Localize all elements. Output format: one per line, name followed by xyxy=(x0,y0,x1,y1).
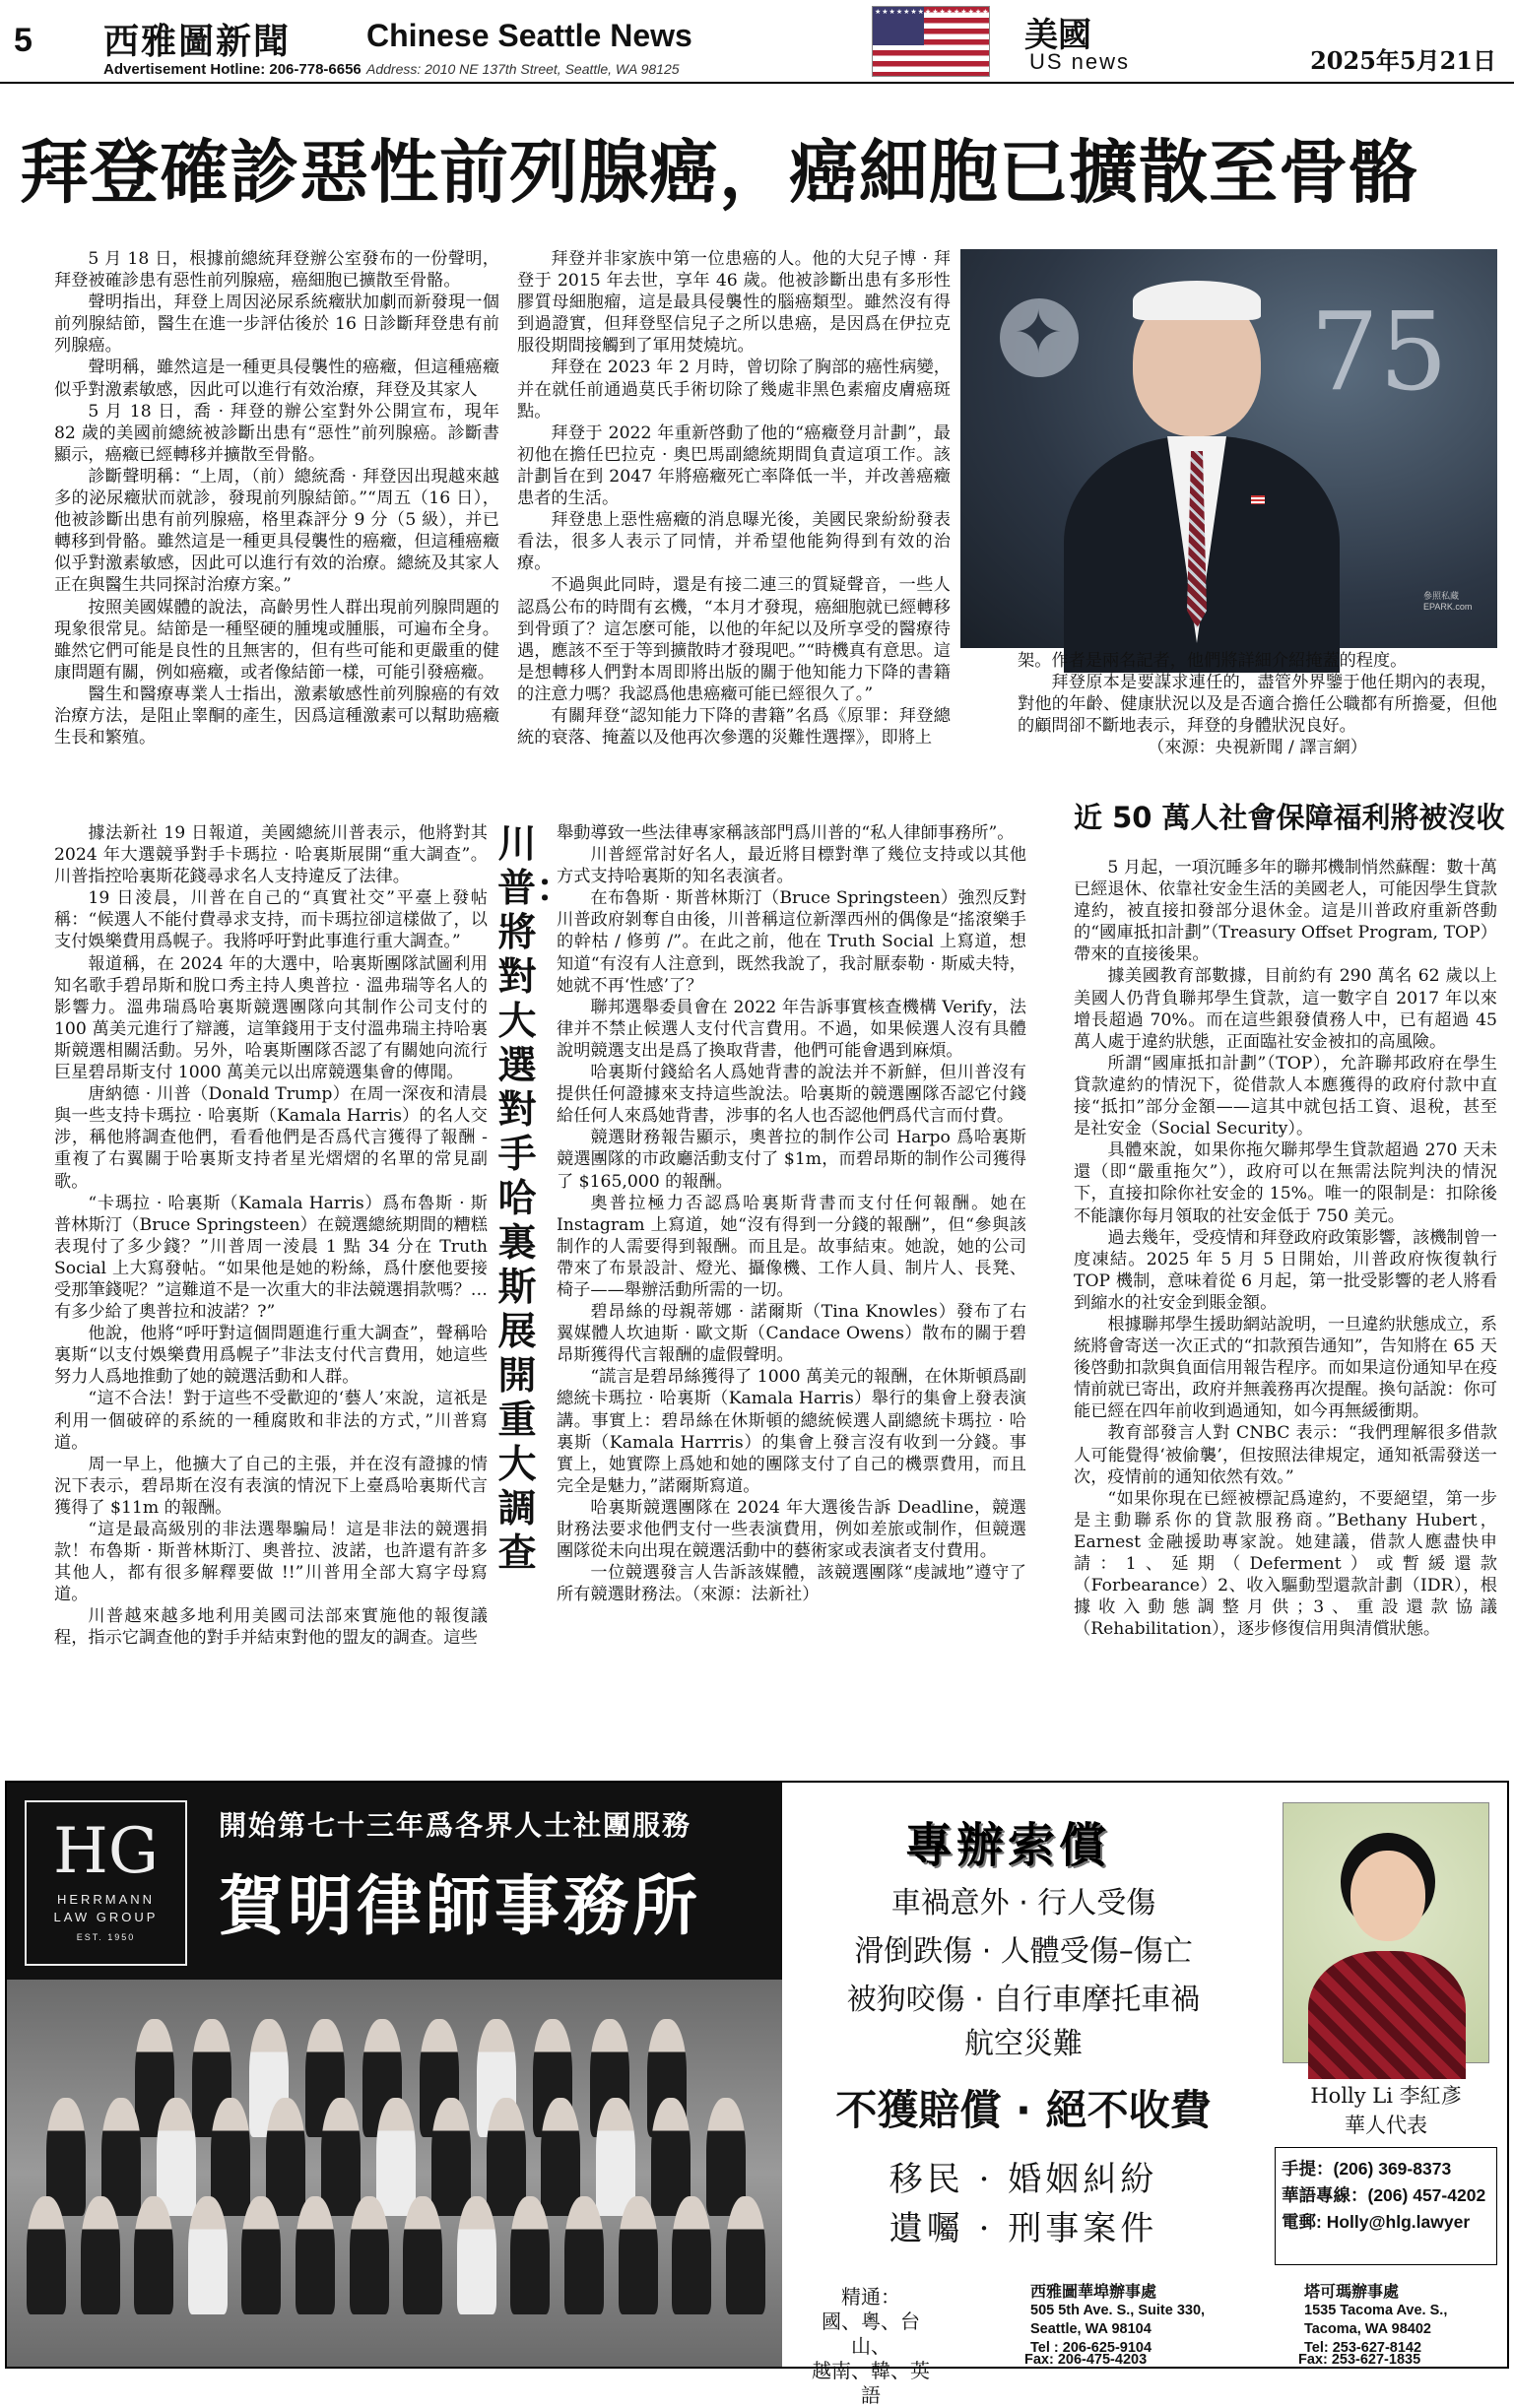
paragraph: 聲明稱，雖然這是一種更具侵襲性的癌癥，但這種癌癥似乎對激素敏感，因此可以進行有效治療，拜登及其家人 xyxy=(54,358,499,400)
paragraph: 據美國教育部數據，目前約有 290 萬名 62 歲以上美國人仍背負聯邦學生貸款，這一數字自 2017 年以來增長超過 70%。而在這些銀發債務人中，已有超過 45 萬人處于違約狀態，正面臨社安金被扣的高風險。 xyxy=(1074,966,1497,1052)
paragraph: 聯邦選舉委員會在 2022 年告訴事實核查機構 Verify，法律并不禁止候選人支付代言費用。不過，如果候選人沒有具體說明競選支出是爲了換取背書，他們可能會遇到麻煩。 xyxy=(557,997,1026,1061)
paragraph: 過去幾年，受疫情和拜登政府政策影響，該機制曾一度凍結。2025 年 5 月 5 日開始，川普政府恢復執行 TOP 機制，意味着從 6 月起，第一批受影響的老人將看到縮水的社安金到賬金額。 xyxy=(1074,1227,1497,1313)
paragraph: 5 月 18 日，根據前總統拜登辦公室發布的一份聲明，拜登被確診患有惡性前列腺癌，癌細胞已擴散至骨骼。 xyxy=(54,249,499,292)
paragraph: 拜登患上惡性癌癥的消息曝光後，美國民衆紛紛發表看法，很多人表示了同情，并希望他能夠得到有效的治療。 xyxy=(517,510,951,574)
languages-line-2: 越南、韓、英語 xyxy=(812,2359,930,2407)
paragraph: 教育部發言人對 CNBC 表示：“我們理解很多借款人可能覺得‘被偷襲’，但按照法律規定，通知祇需發送一次，疫情前的通知依然有效。” xyxy=(1074,1423,1497,1487)
main-headline: 拜登確診惡性前列腺癌，癌細胞已擴散至骨骼 xyxy=(20,132,1418,213)
paragraph: 據法新社 19 日報道，美國總統川普表示，他將對其 2024 年大選競爭對手卡瑪拉 · 哈裏斯展開“重大調查”。川普指控哈裏斯花錢尋求名人支持違反了法律。 xyxy=(54,823,488,887)
email: 電郵: Holly@hlg.lawyer xyxy=(1282,2212,1471,2232)
seattle-office xyxy=(1030,2283,1205,2358)
office-address-1: 1535 Tacoma Ave. S., xyxy=(1304,2303,1448,2318)
other-service-line: 移民 · 婚姻糾紛 xyxy=(889,2160,1158,2199)
paragraph: 一位競選發言人告訴該媒體，該競選團隊“虔誠地”遵守了所有競選財務法。（來源：法新社） xyxy=(557,1563,1026,1605)
article1-source: （來源：央視新聞 / 譯言網） xyxy=(1148,738,1367,758)
ad-badge: 專辦索償 xyxy=(905,1818,1111,1873)
page-number: 5 xyxy=(14,22,33,59)
paragraph: 唐納德 · 川普（Donald Trump）在周一深夜和清晨與一些支持卡瑪拉 · 哈裏斯（Kamala Harris）的名人交涉，稱他將調查他們，看看他們是否爲代言獲得了報酬 - 重複了右翼關于哈裏斯支持者星光熠熠的名單的常見副歌。 xyxy=(54,1084,488,1192)
office-address-2: Seattle, WA 98104 xyxy=(1030,2321,1152,2337)
staff-group-photo xyxy=(7,1980,782,2367)
paragraph: 架。作者是兩名記者，他們將詳細介紹掩蓋的程度。 xyxy=(1018,651,1408,671)
portrait-face xyxy=(1350,1851,1425,1941)
logo-english: Chinese Seattle News xyxy=(366,18,692,53)
article2-vertical-headline: 川普：將對大選對手哈裏斯展開重大調查 xyxy=(497,822,575,1576)
person xyxy=(134,2196,173,2314)
office-title: 塔可瑪辦事處 xyxy=(1304,2284,1400,2301)
paragraph: 他說，他將“呼吁對這個問題進行重大調查”，聲稱哈裏斯“以支付娛樂費用爲幌子”非法支付代言費用，她這些努力人爲地推動了她的競選活動和人群。 xyxy=(54,1324,488,1388)
person xyxy=(241,2196,281,2314)
paragraph: 19 日淩晨，川普在自己的“真實社交”平臺上發帖稱：“候選人不能付費尋求支持，而卡瑪拉卻這樣做了，以支付娛樂費用爲幌子。我將呼吁對此事進行重大調查。” xyxy=(54,888,488,952)
person xyxy=(457,2196,496,2314)
paragraph: 拜登在 2023 年 2 月時，曾切除了胸部的癌性病變，并在就任前通過莫氏手術切除了幾處非黑色素瘤皮膚癌斑點。 xyxy=(517,358,951,422)
logo-established: EST. 1950 xyxy=(76,1932,136,1942)
paragraph: 醫生和醫療專業人士指出，激素敏感性前列腺癌的有效治療方法，是阻止睾酮的產生，因爲這種激素可以幫助癌癥生長和繁殖。 xyxy=(54,683,499,748)
paragraph: “如果你現在已經被標記爲違約，不要絕望，第一步是主動聯系你的貸款服務商。”Bethany Hubert，Earnest 金融援助專家說。她建議，借款人應盡快申請：1、延期（Deferment）或暫緩還款（Forbearance）2、收入驅動型還款計劃（IDR），根據收入動態調整月供；3、重設還款協議（Rehabilitation），逐步修復信用與清償狀態。 xyxy=(1074,1488,1497,1640)
article1-column-2 xyxy=(517,248,951,780)
paragraph: 競選財務報告顯示，奧普拉的制作公司 Harpo 爲哈裏斯競選團隊的市政廳活動支付了 $1m，而碧昂斯的制作公司獲得了 $165,000 的報酬。 xyxy=(557,1128,1026,1192)
tacoma-office xyxy=(1304,2283,1447,2358)
flag-pin-icon xyxy=(1251,495,1265,504)
paragraph: 所謂“國庫抵扣計劃”（TOP），允許聯邦政府在學生貸款違約的情況下，從借款人本應獲得的政府付款中直接“抵扣”部分金額——這其中就包括工資、退稅，甚至是社安金（Social Security）。 xyxy=(1074,1053,1497,1139)
paragraph: 5 月 18 日，喬 · 拜登的辦公室對外公開宣布，現年 82 歲的美國前總統被診斷出患有“惡性”前列腺癌。診斷書顯示，癌癥已經轉移并擴散至骨骼。 xyxy=(54,401,499,465)
paragraph: 拜登原本是要謀求連任的，盡管外界鑒于他任期內的表現，對他的年齡、健康狀況以及是否適合擔任公職都有所擔憂，但他的顧問卻不斷地表示，拜登的身體狀況良好。 xyxy=(1018,673,1497,737)
ad-banner xyxy=(7,1783,782,2367)
paragraph: 川普經常討好名人，最近將目標對準了幾位支持或以其他方式支持哈裏斯的知名表演者。 xyxy=(557,845,1026,887)
hlg-logo-mark: HG xyxy=(53,1815,159,1888)
portrait-body xyxy=(1308,1951,1466,2079)
person xyxy=(726,2196,765,2314)
paragraph: “卡瑪拉 · 哈裏斯（Kamala Harris）爲布魯斯 · 斯普林斯汀（Bruce Springsteen）在競選總統期間的糟糕表現付了多少錢？”川普周一淩晨 1 點 34 分在 Truth Social 上大寫發帖。“如果他是她的粉絲，爲什麽他要接受那筆錢呢？”這難道不是一次重大的非法競選捐款嗎？…有多少給了奧普拉和波諾？?” xyxy=(54,1193,488,1323)
article1-column-1 xyxy=(54,248,499,780)
person xyxy=(27,2196,66,2314)
languages xyxy=(812,2285,930,2408)
person xyxy=(672,2196,711,2314)
office-address-2: Tacoma, WA 98402 xyxy=(1304,2321,1431,2337)
ad-representative xyxy=(1265,1783,1507,2275)
tacoma-office-fax: Fax: 253-627-1835 xyxy=(1298,2352,1421,2368)
languages-label: 精通： xyxy=(841,2285,900,2309)
seattle-office-fax: Fax: 206-475-4203 xyxy=(1024,2352,1148,2368)
phone: 手提：(206) 369-8373 xyxy=(1282,2159,1452,2179)
flag-stars: ★★★★★★★★★★★★★★★★★★★★★★★★★★★★★★★★★★★★★★★★★★★★★★★★★★ xyxy=(873,7,924,45)
paragraph: 奧普拉極力否認爲哈裏斯背書而支付任何報酬。她在 Instagram 上寫道，她“沒有得到一分錢的報酬”，但“參與該制作的人需要得到報酬。而且是。故事結束。她說，她的公司帶來了布景設計、燈光、攝像機、工作人員、制片人、長凳、椅子——舉辦活動所需的一切。 xyxy=(557,1193,1026,1300)
paragraph: 川普越來越多地利用美國司法部來實施他的報復議程，指示它調查他的對手并結束對他的盟友的調查。這些 xyxy=(54,1606,488,1649)
paragraph: 在布魯斯 · 斯普林斯汀（Bruce Springsteen）強烈反對川普政府剝奪自由後，川普稱這位新澤西州的偶像是“搖滾樂手的幹枯 / 修剪 /”。在此之前，他在 Truth Social 上寫道，想知道“有沒有人注意到，既然我說了，我討厭泰勒 · 斯威夫特，她就不再‘性感’了？ xyxy=(557,888,1026,996)
person xyxy=(403,2196,442,2314)
no-win-no-fee: 不獲賠償 · 絕不收費 xyxy=(835,2086,1212,2134)
person-hair xyxy=(1133,281,1261,320)
paragraph: 舉動導致一些法律專家稱該部門爲川普的“私人律師事務所”。 xyxy=(557,823,1015,843)
hlg-logo xyxy=(25,1800,187,1966)
service-line: 航空災難 xyxy=(964,2027,1083,2061)
paragraph: 診斷聲明稱：“上周，（前）總統喬 · 拜登因出現越來越多的泌尿癥狀而就診，發現前列腺結節。”“周五（16 日），他被診斷出患有前列腺癌，格里森評分 9 分（5 級），并已轉移到骨骼。雖然這是一種更具侵襲性的癌癥，但這種癌癥似乎對激素敏感，因此可以進行有效的治療。總統及其家人正在與醫生共同探討治療方案。” xyxy=(54,466,499,596)
ad-hotline: Advertisement Hotline: 206-778-6656 xyxy=(103,61,362,78)
logo-text-line-2: LAW GROUP xyxy=(53,1910,159,1924)
person xyxy=(564,2196,604,2314)
article1-column-3 xyxy=(1018,650,1497,780)
issue-date: 2025年5月21日 xyxy=(1310,46,1496,75)
person xyxy=(510,2196,550,2314)
service-line: 被狗咬傷 · 自行車摩托車禍 xyxy=(846,1983,1201,2017)
section-subtitle: US news xyxy=(1029,49,1131,74)
person xyxy=(188,2196,228,2314)
hotline: 華語專線：(206) 457-4202 xyxy=(1282,2185,1486,2205)
representative-portrait xyxy=(1283,1802,1489,2063)
paragraph: 具體來說，如果你拖欠聯邦學生貸款超過 270 天未還（即“嚴重拖欠”），政府可以在無需法院判決的情況下，直接扣除你社安金的 15%。唯一的限制是：扣除後不能讓你每月領取的社安金低于 750 美元。 xyxy=(1074,1140,1497,1226)
paragraph: 按照美國媒體的說法，高齡男性人群出現前列腺問題的現象很常見。結節是一種堅硬的腫塊或腫脹，可遍布全身。雖然它們可能是良性的且無害的，但有些可能和更嚴重的健康問題有關，例如癌癥，或者像結節一樣，可能引發癌癥。 xyxy=(54,597,499,683)
service-line: 滑倒跌傷 · 人體受傷–傷亡 xyxy=(854,1934,1193,1969)
paragraph: 哈裏斯競選團隊在 2024 年大選後告訴 Deadline，競選財務法要求他們支付一些表演費用，例如差旅或制作，但競選團隊從未向出現在競選活動中的藝術家或表演者支付費用。 xyxy=(557,1497,1026,1562)
address: Address: 2010 NE 137th Street, Seattle, WA 98125 xyxy=(366,61,680,77)
nato-emblem-icon xyxy=(1000,298,1079,377)
office-address-1: 505 5th Ave. S., Suite 330, xyxy=(1030,2303,1206,2318)
representative-name: Holly Li 李紅彥 xyxy=(1310,2084,1462,2108)
paragraph: 哈裏斯付錢給名人爲她背書的說法并不新鮮，但川普沒有提供任何證據來支持這些說法。哈裏斯的競選團隊否認它付錢給任何人來爲她背書，涉事的名人也否認他們爲代言而付費。 xyxy=(557,1063,1026,1127)
article3-headline: 近 50 萬人社會保障福利將被沒收 xyxy=(1074,801,1505,834)
photo-watermark: 參照私藏 EPARK.com xyxy=(1423,591,1473,612)
ad-slogan: 開始第七十三年爲各界人士社團服務 xyxy=(219,1809,692,1842)
article2-column-1 xyxy=(54,822,488,1763)
paragraph: 報道稱，在 2024 年的大選中，哈裏斯團隊試圖利用知名歌手碧昂斯和脫口秀主持人奧普拉 · 溫弗瑞等名人的影響力。溫弗瑞爲哈裏斯競選團隊向其制作公司支付的 100 萬美元進行了辯護，這筆錢用于支付溫弗瑞主持哈裏斯競選相關活動。另外，哈裏斯團隊否認了有關她向流行巨星碧昂斯支付 1000 萬美元以出席競選集會的傳聞。 xyxy=(54,953,488,1083)
person xyxy=(296,2196,335,2314)
paragraph: 碧昂絲的母親蒂娜 · 諾爾斯（Tina Knowles）發布了右翼媒體人坎迪斯 · 歐文斯（Candace Owens）散布的關于碧昂斯獲得代言報酬的虛假聲明。 xyxy=(557,1302,1026,1366)
service-line: 車禍意外 · 行人受傷 xyxy=(890,1886,1156,1920)
person xyxy=(350,2196,389,2314)
logo-chinese: 西雅圖新聞 xyxy=(103,21,292,62)
representative-role: 華人代表 xyxy=(1345,2114,1427,2137)
firm-name: 賀明律師事務所 xyxy=(219,1867,701,1944)
office-title: 西雅圖華埠辦事處 xyxy=(1030,2284,1157,2301)
paragraph: 5 月起，一項沉睡多年的聯邦機制悄然蘇醒：數十萬已經退休、依靠社安金生活的美國老人，可能因學生貸款違約，被直接扣發部分退休金。這是川普政府重新啓動的“國庫抵扣計劃”（Treasury Offset Program, TOP）帶來的直接後果。 xyxy=(1074,858,1497,965)
article2-column-2 xyxy=(557,822,1026,1763)
paragraph: 聲明指出，拜登上周因泌尿系統癥狀加劇而新發現一個前列腺結節，醫生在進一步評估後於 16 日診斷拜登患有前列腺癌。 xyxy=(54,293,499,357)
ad-services xyxy=(782,1783,1265,2275)
languages-line-1: 國、粵、台山、 xyxy=(822,2310,920,2358)
paragraph: 拜登于 2022 年重新啓動了他的“癌癥登月計劃”，最初他在擔任巴拉克 · 奧巴馬副總統期間負責這項工作。該計劃旨在到 2047 年將癌癥死亡率降低一半，并改善癌癥患者的生活。 xyxy=(517,423,951,509)
paragraph: 根據聯邦學生援助網站說明，一旦違約狀態成立，系統將會寄送一次正式的“扣款預告通知”，告知將在 65 天後啓動扣款與負面信用報告程序。而如果這份通知早在疫情前就已寄出，政府并無義務再次提醒。換句話說：你可能已經在四年前收到過通知，如今再無緩衝期。 xyxy=(1074,1314,1497,1422)
biden-photo xyxy=(960,249,1497,648)
other-service-line: 遺囑 · 刑事案件 xyxy=(889,2209,1158,2248)
office-tel: Tel: 253-627-8142 xyxy=(1304,2340,1422,2356)
paragraph: 不過與此同時，還是有接二連三的質疑聲音，一些人認爲公布的時間有玄機，“本月才發現，癌細胞就已經轉移到骨頭了？這怎麽可能，以他的年紀以及所享受的醫療待遇，應該不至于等到擴散時才發現吧。”“時機真有意思。這是想轉移人們對本周即將出版的關于他知能力下降的書籍的注意力嗎？我認爲他患癌癥可能已經很久了。” xyxy=(517,575,951,704)
paragraph: “謊言是碧昂絲獲得了 1000 萬美元的報酬，在休斯頓爲副總統卡瑪拉 · 哈裏斯（Kamala Harris）舉行的集會上發表演講。事實上：碧昂絲在休斯頓的總統候選人副總統卡瑪拉 · 哈裏斯（Kamala Harrris）的集會上發言沒有收到一分錢。事實上，她實際上爲她和她的團隊支付了自己的機票費用，而且完全是魅力，”諾爾斯寫道。 xyxy=(557,1367,1026,1496)
masthead xyxy=(0,0,1514,84)
photo-background-number: 75 xyxy=(1310,289,1448,415)
person xyxy=(619,2196,658,2314)
contact-box xyxy=(1275,2147,1497,2265)
logo-text-line-1: HERRMANN xyxy=(56,1892,156,1907)
paragraph: 拜登并非家族中第一位患癌的人。他的大兒子博 · 拜登于 2015 年去世，享年 46 歲。他被診斷出患有多形性膠質母細胞瘤，這是最具侵襲性的腦癌類型。雖然沒有得到過證實，但拜登堅信兒子之所以患癌，是因爲在伊拉克服役期間接觸到了軍用焚燒坑。 xyxy=(517,249,951,357)
paragraph: “這是最高級別的非法選舉騙局！這是非法的競選捐款！布魯斯 · 斯普林斯汀、奧普拉、波諾，也許還有許多其他人，都有很多解釋要做 !!”川普用全部大寫字母寫道。 xyxy=(54,1520,488,1605)
law-firm-advertisement xyxy=(5,1781,1509,2407)
paragraph: 有關拜登“認知能力下降的書籍”名爲《原罪：拜登總統的衰落、掩蓋以及他再次參選的災難性選擇》，即將上 xyxy=(517,705,951,748)
office-tel: Tel : 206-625-9104 xyxy=(1030,2340,1152,2356)
section-title: 美國 xyxy=(1024,16,1091,55)
article3-column xyxy=(1074,857,1497,1763)
paragraph: 周一早上，他擴大了自己的主張，并在沒有證據的情況下表示，碧昂斯在沒有表演的情況下上臺爲哈裏斯代言獲得了 $11m 的報酬。 xyxy=(54,1454,488,1518)
photo-row-front xyxy=(27,2196,765,2314)
paragraph: “這不合法！對于這些不受歡迎的‘藝人’來說，這祇是利用一個破碎的系統的一種腐敗和非法的方式，”川普寫道。 xyxy=(54,1389,488,1453)
person xyxy=(81,2196,120,2314)
